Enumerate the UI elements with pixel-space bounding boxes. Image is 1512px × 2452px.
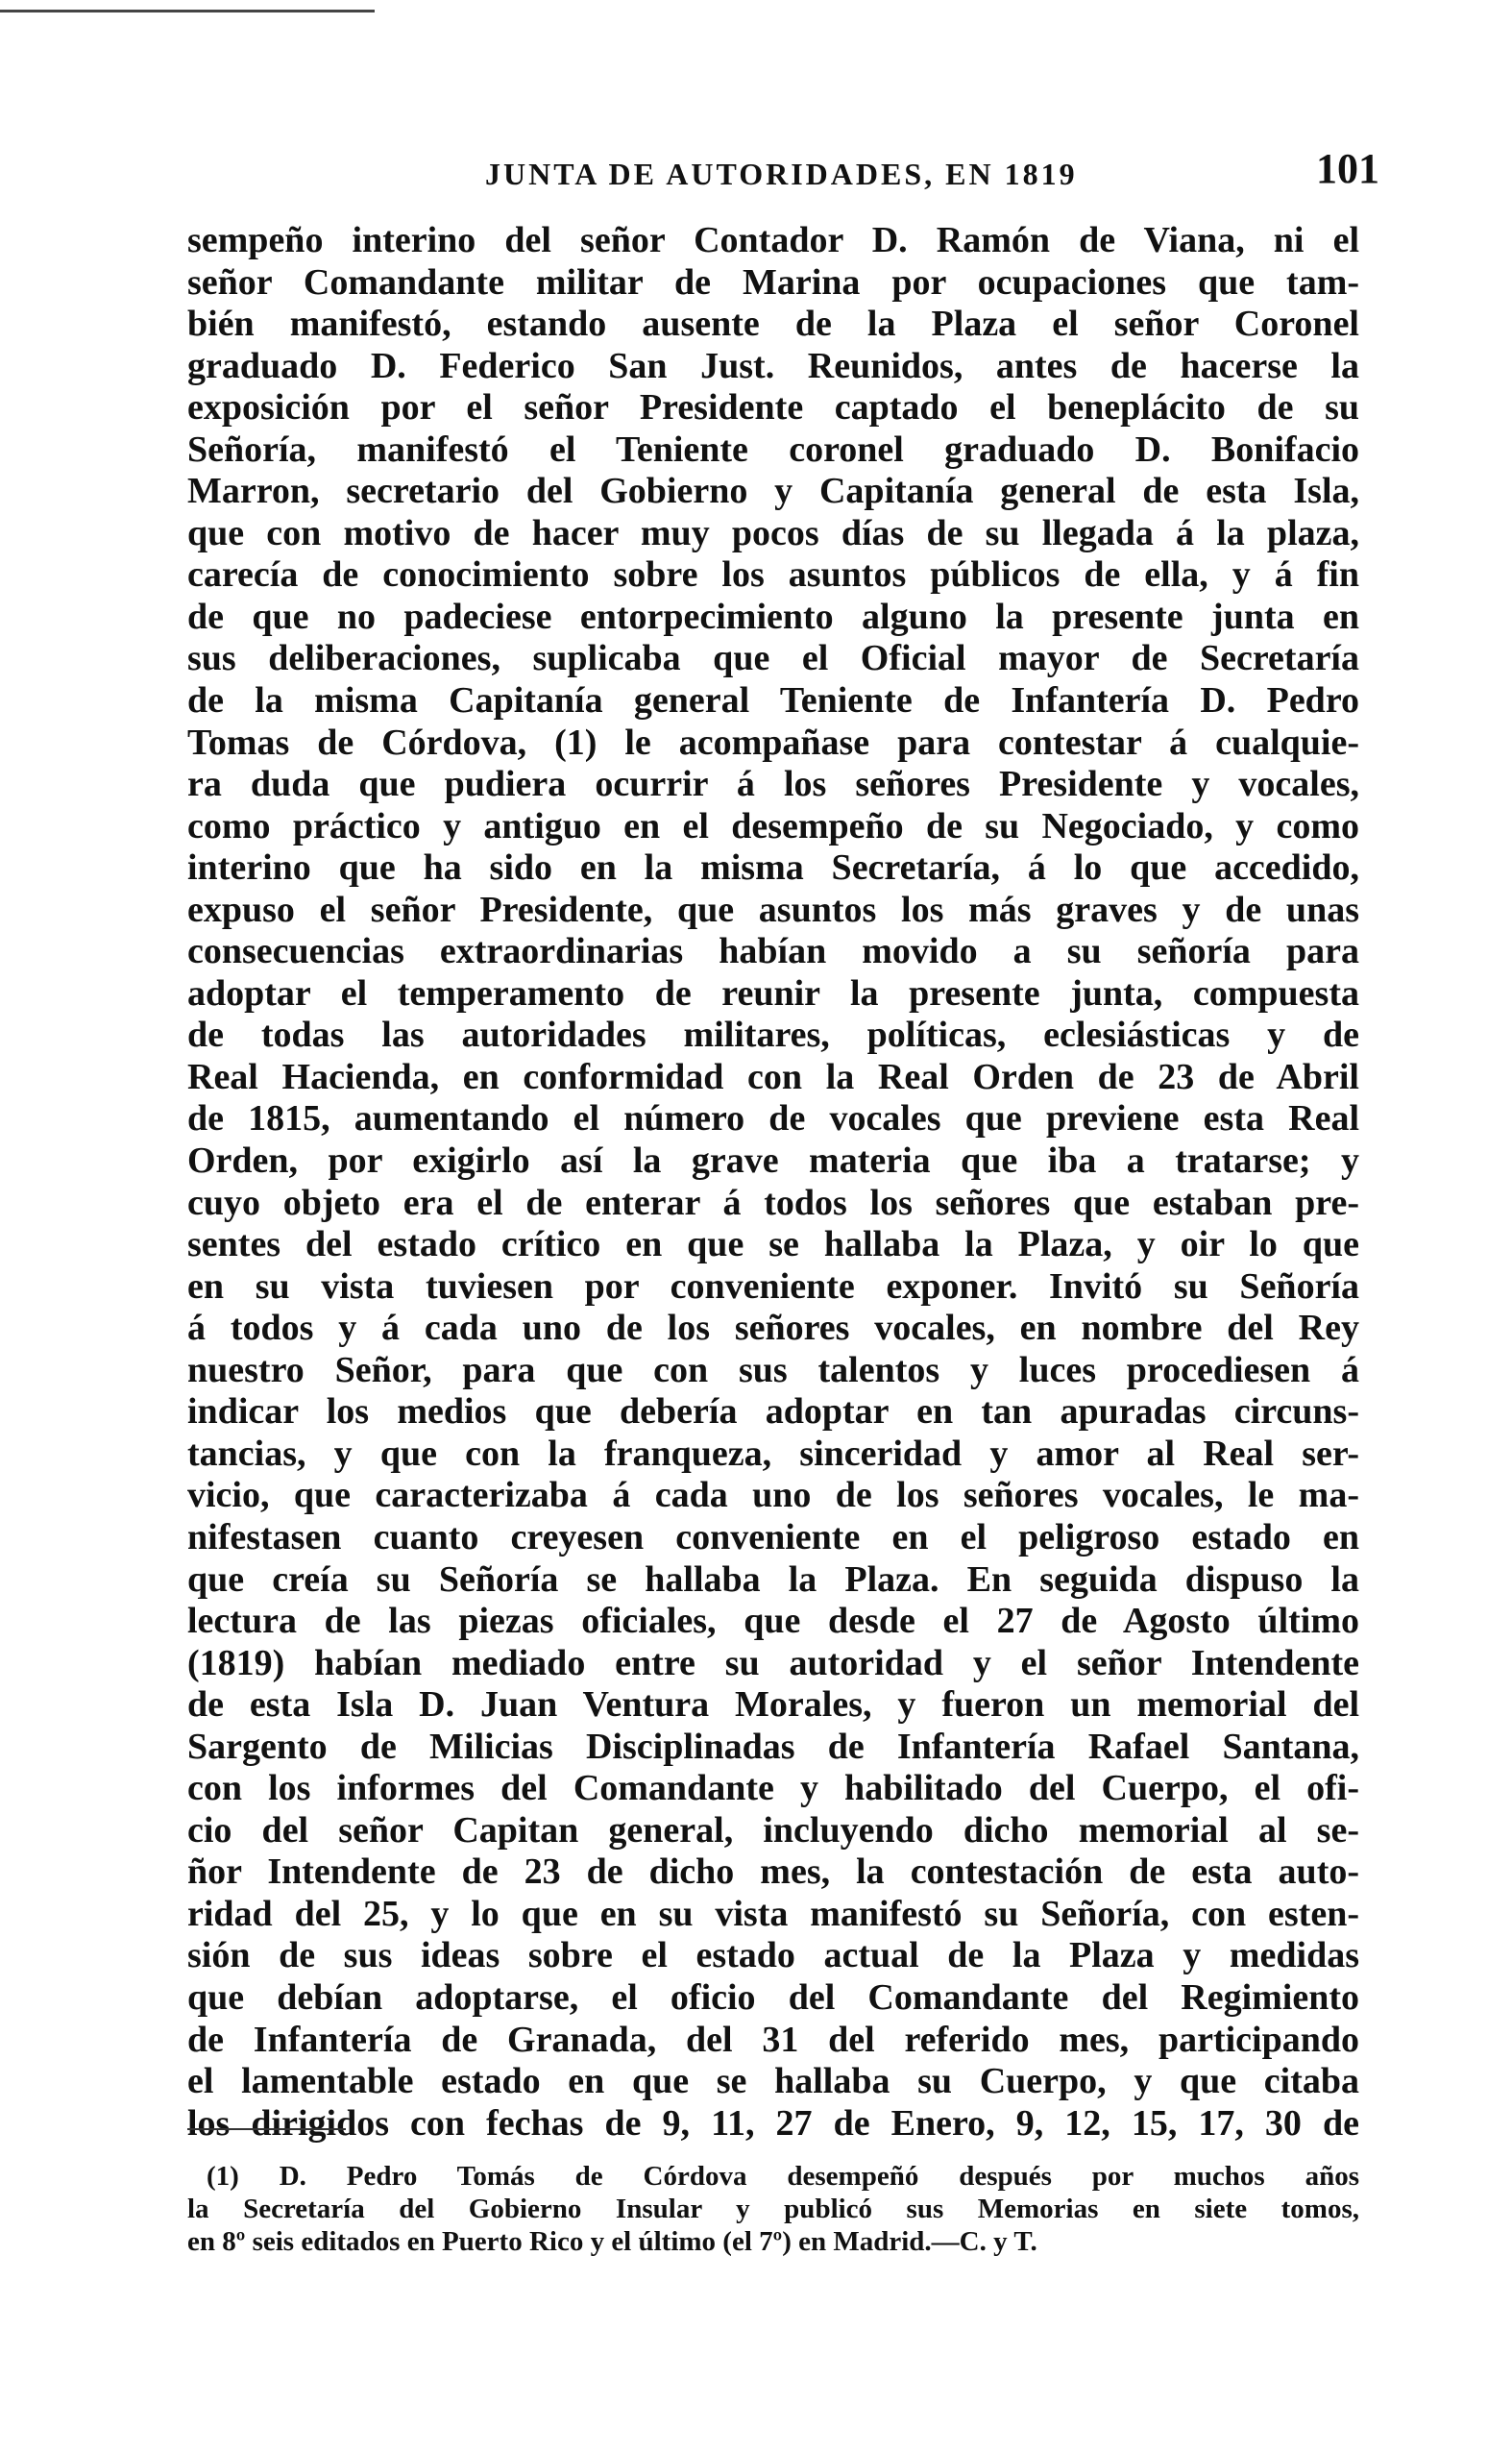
text-line: Marron, secretario del Gobierno y Capitanía general de esta Isla,	[187, 471, 1359, 512]
text-line: sión de sus ideas sobre el estado actual de la Plaza y medidas	[187, 1935, 1359, 1976]
text-line: en su vista tuviesen por conveniente exponer. Invitó su Señoría	[187, 1265, 1359, 1307]
text-line: ra duda que pudiera ocurrir á los señores Presidente y vocales,	[187, 764, 1359, 805]
footnote-line: la Secretaría del Gobierno Insular y publicó sus Memorias en siete tomos,	[187, 2194, 1359, 2224]
text-line: Tomas de Córdova, (1) le acompañase para contestar á cualquie-	[187, 722, 1359, 763]
footnote-line: en 8º seis editados en Puerto Rico y el último (el 7º) en Madrid.—C. y T.	[187, 2226, 1037, 2257]
text-line: ridad del 25, y lo que en su vista manifestó su Señoría, con esten-	[187, 1893, 1359, 1934]
text-line: de que no padeciese entorpecimiento alguno la presente junta en	[187, 596, 1359, 637]
text-line: señor Comandante militar de Marina por ocupaciones que tam-	[187, 261, 1359, 303]
footnote-separator	[187, 2128, 346, 2130]
text-line: cio del señor Capitan general, incluyendo dicho memorial al se-	[187, 1809, 1359, 1851]
text-line: graduado D. Federico San Just. Reunidos, antes de hacerse la	[187, 345, 1359, 386]
text-line: como práctico y antiguo en el desempeño de su Negociado, y como	[187, 805, 1359, 846]
text-line: de Infantería de Granada, del 31 del referido mes, participando	[187, 2019, 1359, 2060]
text-line: exposición por el señor Presidente captado el beneplácito de su	[187, 387, 1359, 429]
text-line: nifestasen cuanto creyesen conveniente en el peligroso estado en	[187, 1516, 1359, 1557]
footnote-line: (1) D. Pedro Tomás de Córdova desempeñó después por muchos años	[207, 2161, 1359, 2192]
text-line: de la misma Capitanía general Teniente de Infantería D. Pedro	[187, 680, 1359, 722]
text-line: carecía de conocimiento sobre los asuntos públicos de ella, y á fin	[187, 554, 1359, 596]
text-line: Real Hacienda, en conformidad con la Real Orden de 23 de Abril	[187, 1056, 1359, 1097]
text-line: de esta Isla D. Juan Ventura Morales, y fueron un memorial del	[187, 1684, 1359, 1726]
text-line: que debían adoptarse, el oficio del Comandante del Regimiento	[187, 1976, 1359, 2018]
text-line: sentes del estado crítico en que se hallaba la Plaza, y oir lo que	[187, 1224, 1359, 1265]
text-line: Orden, por exigirlo así la grave materia que iba a tratarse; y	[187, 1140, 1359, 1182]
text-line: expuso el señor Presidente, que asuntos los más graves y de unas	[187, 889, 1359, 930]
running-head: JUNTA DE AUTORIDADES, EN 1819	[485, 157, 1078, 191]
text-line: con los informes del Comandante y habilitado del Cuerpo, el ofi-	[187, 1768, 1359, 1809]
text-line: vicio, que caracterizaba á cada uno de los señores vocales, le ma-	[187, 1475, 1359, 1516]
text-line: consecuencias extraordinarias habían movido a su señoría para	[187, 931, 1359, 972]
page-number: 101	[1316, 145, 1379, 192]
text-line: Sargento de Milicias Disciplinadas de Infantería Rafael Santana,	[187, 1726, 1359, 1767]
text-line: lectura de las piezas oficiales, que desde el 27 de Agosto último	[187, 1601, 1359, 1642]
text-line: (1819) habían mediado entre su autoridad y el señor Intendente	[187, 1642, 1359, 1683]
text-line: que con motivo de hacer muy pocos días de su llegada á la plaza,	[187, 512, 1359, 553]
body-text	[187, 220, 1359, 2145]
text-line: los dirigidos con fechas de 9, 11, 27 de Enero, 9, 12, 15, 17, 30 de	[187, 2102, 1359, 2144]
text-line: sus deliberaciones, suplicaba que el Oficial mayor de Secretaría	[187, 638, 1359, 679]
text-line: Señoría, manifestó el Teniente coronel graduado D. Bonifacio	[187, 429, 1359, 470]
text-line: bién manifestó, estando ausente de la Plaza el señor Coronel	[187, 304, 1359, 345]
text-line: indicar los medios que debería adoptar en tan apuradas circuns-	[187, 1391, 1359, 1433]
text-line: que creía su Señoría se hallaba la Plaza. En seguida dispuso la	[187, 1558, 1359, 1600]
text-line: de todas las autoridades militares, políticas, eclesiásticas y de	[187, 1015, 1359, 1056]
top-edge-rule	[0, 10, 375, 12]
text-line: cuyo objeto era el de enterar á todos los señores que estaban pre-	[187, 1182, 1359, 1223]
text-line: el lamentable estado en que se hallaba su Cuerpo, y que citaba	[187, 2061, 1359, 2102]
text-line: tancias, y que con la franqueza, sinceridad y amor al Real ser-	[187, 1433, 1359, 1474]
text-line: nuestro Señor, para que con sus talentos y luces procediesen á	[187, 1349, 1359, 1390]
text-line: ñor Intendente de 23 de dicho mes, la contestación de esta auto-	[187, 1851, 1359, 1893]
text-line: sempeño interino del señor Contador D. Ramón de Viana, ni el	[187, 220, 1359, 260]
text-line: adoptar el temperamento de reunir la presente junta, compuesta	[187, 972, 1359, 1014]
text-line: de 1815, aumentando el número de vocales que previene esta Real	[187, 1098, 1359, 1140]
text-line: á todos y á cada uno de los señores vocales, en nombre del Rey	[187, 1308, 1359, 1349]
footnote	[187, 2160, 1359, 2258]
text-line: interino que ha sido en la misma Secretaría, á lo que accedido,	[187, 847, 1359, 889]
